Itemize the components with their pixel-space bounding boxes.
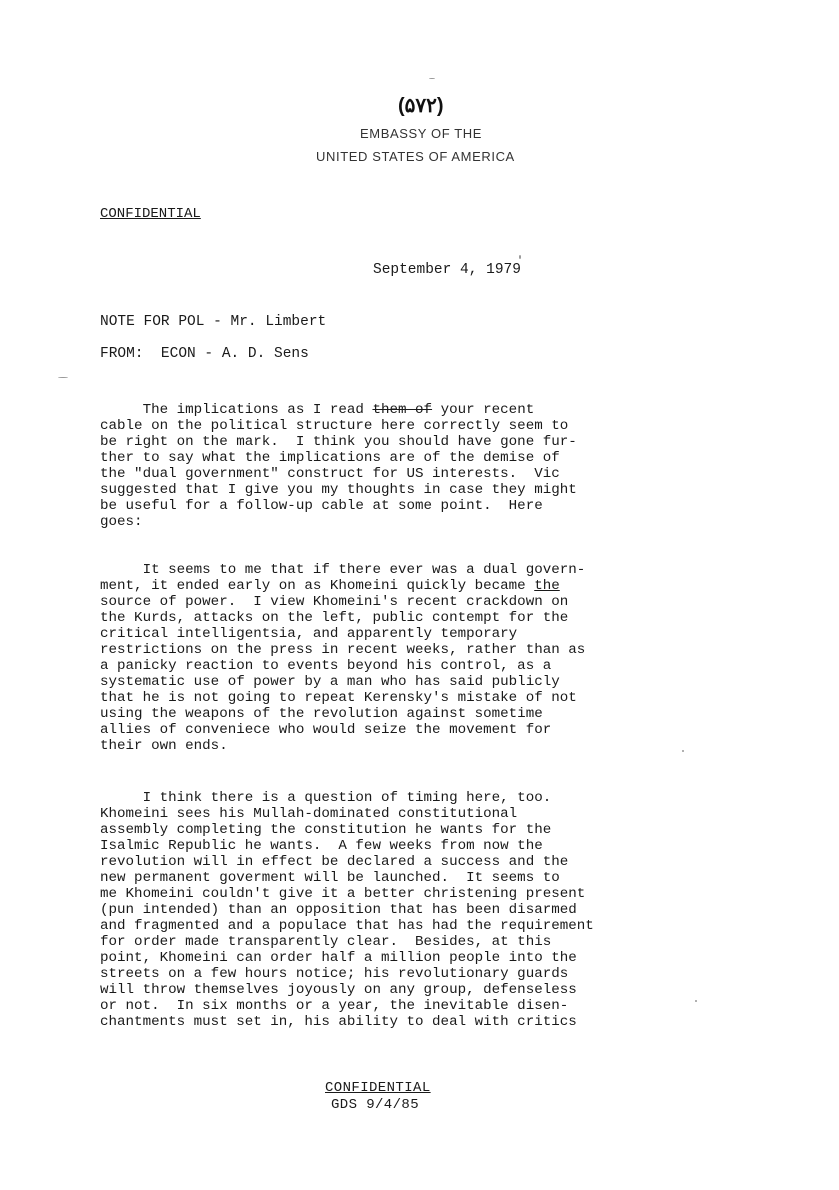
scan-speck [695,1000,697,1002]
declassification-marking: GDS 9/4/85 [331,1097,420,1113]
paragraph-3 [100,790,710,1030]
memo-from: FROM: ECON - A. D. Sens [100,346,309,362]
paragraph-line: Isalmic Republic he wants. A few weeks from now the [100,838,543,854]
scan-speck [682,750,684,752]
paragraph-line: (pun intended) than an opposition that has been disarmed [100,902,577,918]
paragraph-line: cable on the political structure here correctly seem to [100,418,569,434]
paragraph-line: using the weapons of the revolution against sometime [100,706,543,722]
underlined-word: the [534,578,560,594]
paragraph-line: point, Khomeini can order half a million people into the [100,950,577,966]
paragraph-1 [100,402,710,530]
paragraph-line: systematic use of power by a man who has said publicly [100,674,560,690]
paragraph-line: ment, it ended early on as Khomeini quickly became the [100,578,560,594]
paragraph-line: streets on a few hours notice; his revolutionary guards [100,966,569,982]
scan-speck [58,377,68,378]
paragraph-line: that he is not going to repeat Kerensky's mistake of not [100,690,577,706]
paragraph-line: critical intelligentsia, and apparently temporary [100,626,518,642]
paragraph-line: or not. In six months or a year, the inevitable disen- [100,998,569,1014]
struck-text: them of [372,402,433,418]
paragraph-line: ther to say what the implications are of the demise of [100,450,560,466]
paragraph-line: a panicky reaction to events beyond his control, as a [100,658,552,674]
page-number: (۵۷۲) [398,95,444,117]
classification-bottom: CONFIDENTIAL [325,1080,431,1096]
paragraph-line: new permanent goverment will be launched. It seems to [100,870,560,886]
classification-top: CONFIDENTIAL [100,206,201,222]
paragraph-2 [100,562,710,754]
paragraph-line: be useful for a follow-up cable at some point. Here [100,498,543,514]
paragraph-line: me Khomeini couldn't give it a better christening present [100,886,586,902]
paragraph-line: goes: [100,514,143,530]
letterhead-line-2: UNITED STATES OF AMERICA [316,149,515,164]
paragraph-line: the Kurds, attacks on the left, public contempt for the [100,610,569,626]
paragraph-line: their own ends. [100,738,228,754]
paragraph-line: restrictions on the press in recent weeks, rather than as [100,642,586,658]
letterhead-line-1: EMBASSY OF THE [360,126,483,141]
paragraph-line: The implications as I read them of your recent [100,402,535,418]
paragraph-line: Khomeini sees his Mullah-dominated constitutional [100,806,518,822]
paragraph-line: for order made transparently clear. Besides, at this [100,934,552,950]
paragraph-line: It seems to me that if there ever was a dual govern- [100,562,586,578]
paragraph-line: and fragmented and a populace that has had the requirement [100,918,594,934]
paragraph-line: assembly completing the constitution he wants for the [100,822,552,838]
paragraph-line: I think there is a question of timing here, too. [100,790,552,806]
paragraph-line: will throw themselves joyously on any group, defenseless [100,982,577,998]
paragraph-line: source of power. I view Khomeini's recent crackdown on [100,594,569,610]
scan-speck [429,78,435,79]
paragraph-line: allies of conveniece who would seize the movement for [100,722,552,738]
paragraph-line: the "dual government" construct for US interests. Vic [100,466,560,482]
memo-to: NOTE FOR POL - Mr. Limbert [100,314,327,330]
paragraph-line: revolution will in effect be declared a success and the [100,854,569,870]
scan-speck [519,255,521,259]
memo-date: September 4, 1979 [373,262,521,278]
paragraph-line: chantments must set in, his ability to deal with critics [100,1014,577,1030]
paragraph-line: suggested that I give you my thoughts in case they might [100,482,577,498]
paragraph-line: be right on the mark. I think you should have gone fur- [100,434,577,450]
